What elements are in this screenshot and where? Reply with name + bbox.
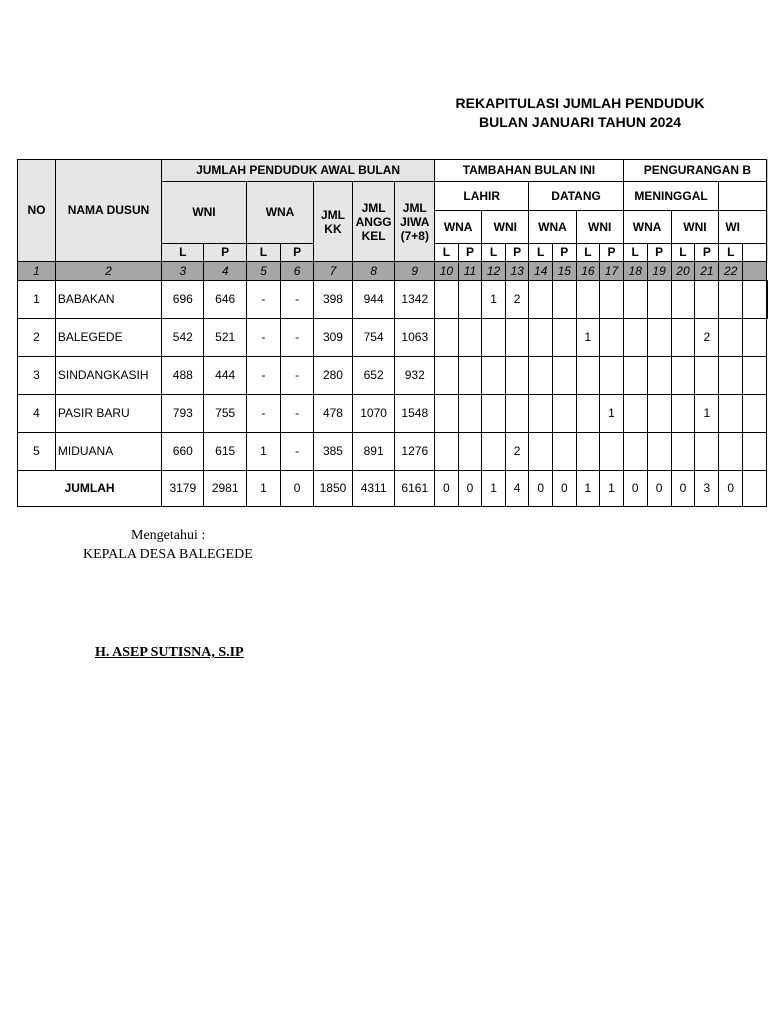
- column-number: 4: [204, 262, 246, 281]
- column-number: 6: [281, 262, 314, 281]
- total-cell: 0: [671, 471, 695, 507]
- header-l: L: [482, 244, 506, 262]
- header-l: L: [719, 244, 743, 262]
- signer-name: H. ASEP SUTISNA, S.IP: [95, 645, 244, 660]
- row-cell: 398: [314, 281, 353, 319]
- row-cell: [482, 319, 506, 357]
- total-cell: 1: [482, 471, 506, 507]
- row-cell: [458, 357, 482, 395]
- row-cell: 696: [162, 281, 204, 319]
- row-cell: [505, 357, 529, 395]
- header-p: P: [647, 244, 671, 262]
- row-cell: [482, 395, 506, 433]
- document-title-line2: BULAN JANUARI TAHUN 2024: [479, 114, 681, 130]
- row-cell: 2: [505, 433, 529, 471]
- row-cell: -: [281, 281, 314, 319]
- row-cell: 652: [352, 357, 395, 395]
- header-wna-lahir: WNA: [435, 211, 482, 244]
- row-cell: [458, 319, 482, 357]
- row-cell: [576, 357, 600, 395]
- total-cell: 0: [281, 471, 314, 507]
- row-cell: [647, 281, 671, 319]
- header-lahir: LAHIR: [435, 182, 529, 211]
- header-wna-awal: WNA: [246, 182, 313, 244]
- header-p: P: [695, 244, 719, 262]
- row-no: 1: [18, 281, 56, 319]
- row-cell: [505, 395, 529, 433]
- row-cell: [671, 319, 695, 357]
- row-cell: [435, 433, 459, 471]
- document-title-line1: REKAPITULASI JUMLAH PENDUDUK: [455, 95, 705, 111]
- header-jml-jiwa: JML JIWA (7+8): [395, 182, 435, 262]
- total-cell: 1: [246, 471, 280, 507]
- total-cell: 1850: [314, 471, 353, 507]
- row-cell: [671, 433, 695, 471]
- row-nama-dusun: BABAKAN: [55, 281, 161, 319]
- total-cell: 3: [695, 471, 719, 507]
- total-cell: 1: [600, 471, 624, 507]
- total-cell: 0: [719, 471, 743, 507]
- row-cell: [435, 357, 459, 395]
- row-cell: 1: [246, 433, 280, 471]
- total-row: [18, 471, 768, 507]
- table-row: [18, 433, 768, 471]
- column-number: 19: [647, 262, 671, 281]
- row-nama-dusun: MIDUANA: [55, 433, 161, 471]
- column-number: 7: [314, 262, 353, 281]
- row-cell: 1: [600, 395, 624, 433]
- row-cell: [647, 395, 671, 433]
- header-p: P: [553, 244, 577, 262]
- header-wi-cut: WI: [719, 211, 767, 244]
- header-jml-angg-kel: JML ANGG KEL: [352, 182, 395, 262]
- table-row: [18, 357, 768, 395]
- column-number: 12: [482, 262, 506, 281]
- row-cell: 1276: [395, 433, 435, 471]
- column-number: 11: [458, 262, 482, 281]
- row-nama-dusun: BALEGEDE: [55, 319, 161, 357]
- total-cell: 6161: [395, 471, 435, 507]
- row-cell: 1548: [395, 395, 435, 433]
- row-cell: 891: [352, 433, 395, 471]
- row-cell: -: [281, 395, 314, 433]
- row-cell: [671, 281, 695, 319]
- row-cell: 1: [576, 319, 600, 357]
- row-cell: [553, 395, 577, 433]
- row-cell: [647, 433, 671, 471]
- row-cell: 754: [352, 319, 395, 357]
- total-cell: 4311: [352, 471, 395, 507]
- row-cell: 1070: [352, 395, 395, 433]
- row-cell: [719, 281, 743, 319]
- row-cell: [695, 433, 719, 471]
- row-cell: 2: [505, 281, 529, 319]
- column-number: 15: [553, 262, 577, 281]
- row-cell: [671, 395, 695, 433]
- row-cell: [482, 433, 506, 471]
- row-cell: 793: [162, 395, 204, 433]
- row-cell: [435, 319, 459, 357]
- row-cell: [576, 433, 600, 471]
- header-l: L: [529, 244, 553, 262]
- header-p: P: [281, 244, 314, 262]
- row-cell: [529, 319, 553, 357]
- row-cell: 615: [204, 433, 246, 471]
- total-cell: 3179: [162, 471, 204, 507]
- column-number: 8: [352, 262, 395, 281]
- table-row: [18, 319, 768, 357]
- row-cell: [719, 433, 743, 471]
- header-wni-lahir: WNI: [482, 211, 529, 244]
- header-tambahan: TAMBAHAN BULAN INI: [435, 160, 624, 182]
- row-cell: [458, 281, 482, 319]
- column-number: 3: [162, 262, 204, 281]
- column-number: 20: [671, 262, 695, 281]
- total-cell: 0: [529, 471, 553, 507]
- total-cell: 0: [458, 471, 482, 507]
- row-cell: [576, 281, 600, 319]
- header-l: L: [162, 244, 204, 262]
- row-cell: [647, 357, 671, 395]
- row-cell: -: [246, 357, 280, 395]
- header-p: P: [458, 244, 482, 262]
- header-wni-awal: WNI: [162, 182, 247, 244]
- row-cell: [695, 357, 719, 395]
- row-cell: -: [281, 357, 314, 395]
- column-number: 10: [435, 262, 459, 281]
- total-cell: 2981: [204, 471, 246, 507]
- column-number: 14: [529, 262, 553, 281]
- total-cell: 0: [623, 471, 647, 507]
- table-container: [17, 159, 768, 509]
- total-label: JUMLAH: [18, 471, 162, 507]
- row-cell: 646: [204, 281, 246, 319]
- row-cell: [623, 395, 647, 433]
- row-cell: 932: [395, 357, 435, 395]
- row-cell: 660: [162, 433, 204, 471]
- mengetahui-label: Mengetahui :: [131, 528, 206, 543]
- row-cell: 444: [204, 357, 246, 395]
- header-nama-dusun: NAMA DUSUN: [55, 160, 161, 262]
- header-no: NO: [18, 160, 56, 262]
- row-cell: [505, 319, 529, 357]
- row-cell: [529, 395, 553, 433]
- column-number: 16: [576, 262, 600, 281]
- header-l: L: [246, 244, 280, 262]
- row-cell: 1063: [395, 319, 435, 357]
- total-cell: 4: [505, 471, 529, 507]
- row-cell: -: [246, 395, 280, 433]
- row-cell: 309: [314, 319, 353, 357]
- row-cell: [529, 357, 553, 395]
- row-no: 2: [18, 319, 56, 357]
- row-cell: [529, 281, 553, 319]
- header-l: L: [671, 244, 695, 262]
- row-cell: 478: [314, 395, 353, 433]
- column-number-row: [18, 262, 768, 281]
- column-number: 1: [18, 262, 56, 281]
- header-wna-meninggal: WNA: [623, 211, 671, 244]
- row-cell: [529, 433, 553, 471]
- total-cell: 0: [435, 471, 459, 507]
- row-cell: [435, 281, 459, 319]
- column-number: 9: [395, 262, 435, 281]
- row-cell: [458, 395, 482, 433]
- column-number: 2: [55, 262, 161, 281]
- header-p: P: [204, 244, 246, 262]
- total-cell: 1: [576, 471, 600, 507]
- row-nama-dusun: PASIR BARU: [55, 395, 161, 433]
- row-cell: [435, 395, 459, 433]
- row-cell: 385: [314, 433, 353, 471]
- table-row: [18, 281, 768, 319]
- row-cell: [600, 433, 624, 471]
- header-jml-kk: JML KK: [314, 182, 353, 262]
- row-cell: 1342: [395, 281, 435, 319]
- row-cell: [623, 281, 647, 319]
- header-p: P: [505, 244, 529, 262]
- row-cell: [553, 281, 577, 319]
- row-cell: [576, 395, 600, 433]
- header-wni-meninggal: WNI: [671, 211, 719, 244]
- row-cell: [553, 357, 577, 395]
- row-cell: [458, 433, 482, 471]
- row-cell: 488: [162, 357, 204, 395]
- row-no: 4: [18, 395, 56, 433]
- row-cell: [743, 281, 767, 319]
- row-cell: 1: [482, 281, 506, 319]
- row-cell: -: [246, 281, 280, 319]
- row-cell: [623, 433, 647, 471]
- header-meninggal: MENINGGAL: [623, 182, 719, 211]
- total-cell: 0: [553, 471, 577, 507]
- header-wna-datang: WNA: [529, 211, 576, 244]
- row-cell: 521: [204, 319, 246, 357]
- header-l: L: [435, 244, 459, 262]
- jabatan-label: KEPALA DESA BALEGEDE: [83, 547, 253, 562]
- row-cell: [482, 357, 506, 395]
- row-no: 5: [18, 433, 56, 471]
- row-cell: [553, 433, 577, 471]
- header-datang: DATANG: [529, 182, 623, 211]
- row-cell: [671, 357, 695, 395]
- row-cell: -: [246, 319, 280, 357]
- row-cell: [623, 319, 647, 357]
- row-cell: 280: [314, 357, 353, 395]
- header-pengurangan: PENGURANGAN B: [623, 160, 766, 182]
- row-cell: 1: [695, 395, 719, 433]
- row-cell: [695, 281, 719, 319]
- table-row: [18, 395, 768, 433]
- header-l: L: [576, 244, 600, 262]
- row-cell: 944: [352, 281, 395, 319]
- population-table: [17, 159, 768, 507]
- row-cell: [719, 395, 743, 433]
- header-l: L: [623, 244, 647, 262]
- row-nama-dusun: SINDANGKASIH: [55, 357, 161, 395]
- column-number: 22: [719, 262, 743, 281]
- row-cell: [623, 357, 647, 395]
- row-cell: 755: [204, 395, 246, 433]
- row-cell: 2: [695, 319, 719, 357]
- row-cell: [600, 357, 624, 395]
- column-number: 17: [600, 262, 624, 281]
- row-cell: [719, 357, 743, 395]
- row-no: 3: [18, 357, 56, 395]
- header-p: P: [600, 244, 624, 262]
- header-awal-bulan: JUMLAH PENDUDUK AWAL BULAN: [162, 160, 435, 182]
- row-cell: -: [281, 319, 314, 357]
- row-cell: [719, 319, 743, 357]
- row-cell: 542: [162, 319, 204, 357]
- row-cell: -: [281, 433, 314, 471]
- row-cell: [647, 319, 671, 357]
- row-cell: [600, 319, 624, 357]
- header-wni-datang: WNI: [576, 211, 623, 244]
- column-number: 5: [246, 262, 280, 281]
- column-number: 13: [505, 262, 529, 281]
- total-cell: 0: [647, 471, 671, 507]
- row-cell: [553, 319, 577, 357]
- row-cell: [600, 281, 624, 319]
- column-number: 21: [695, 262, 719, 281]
- column-number: 18: [623, 262, 647, 281]
